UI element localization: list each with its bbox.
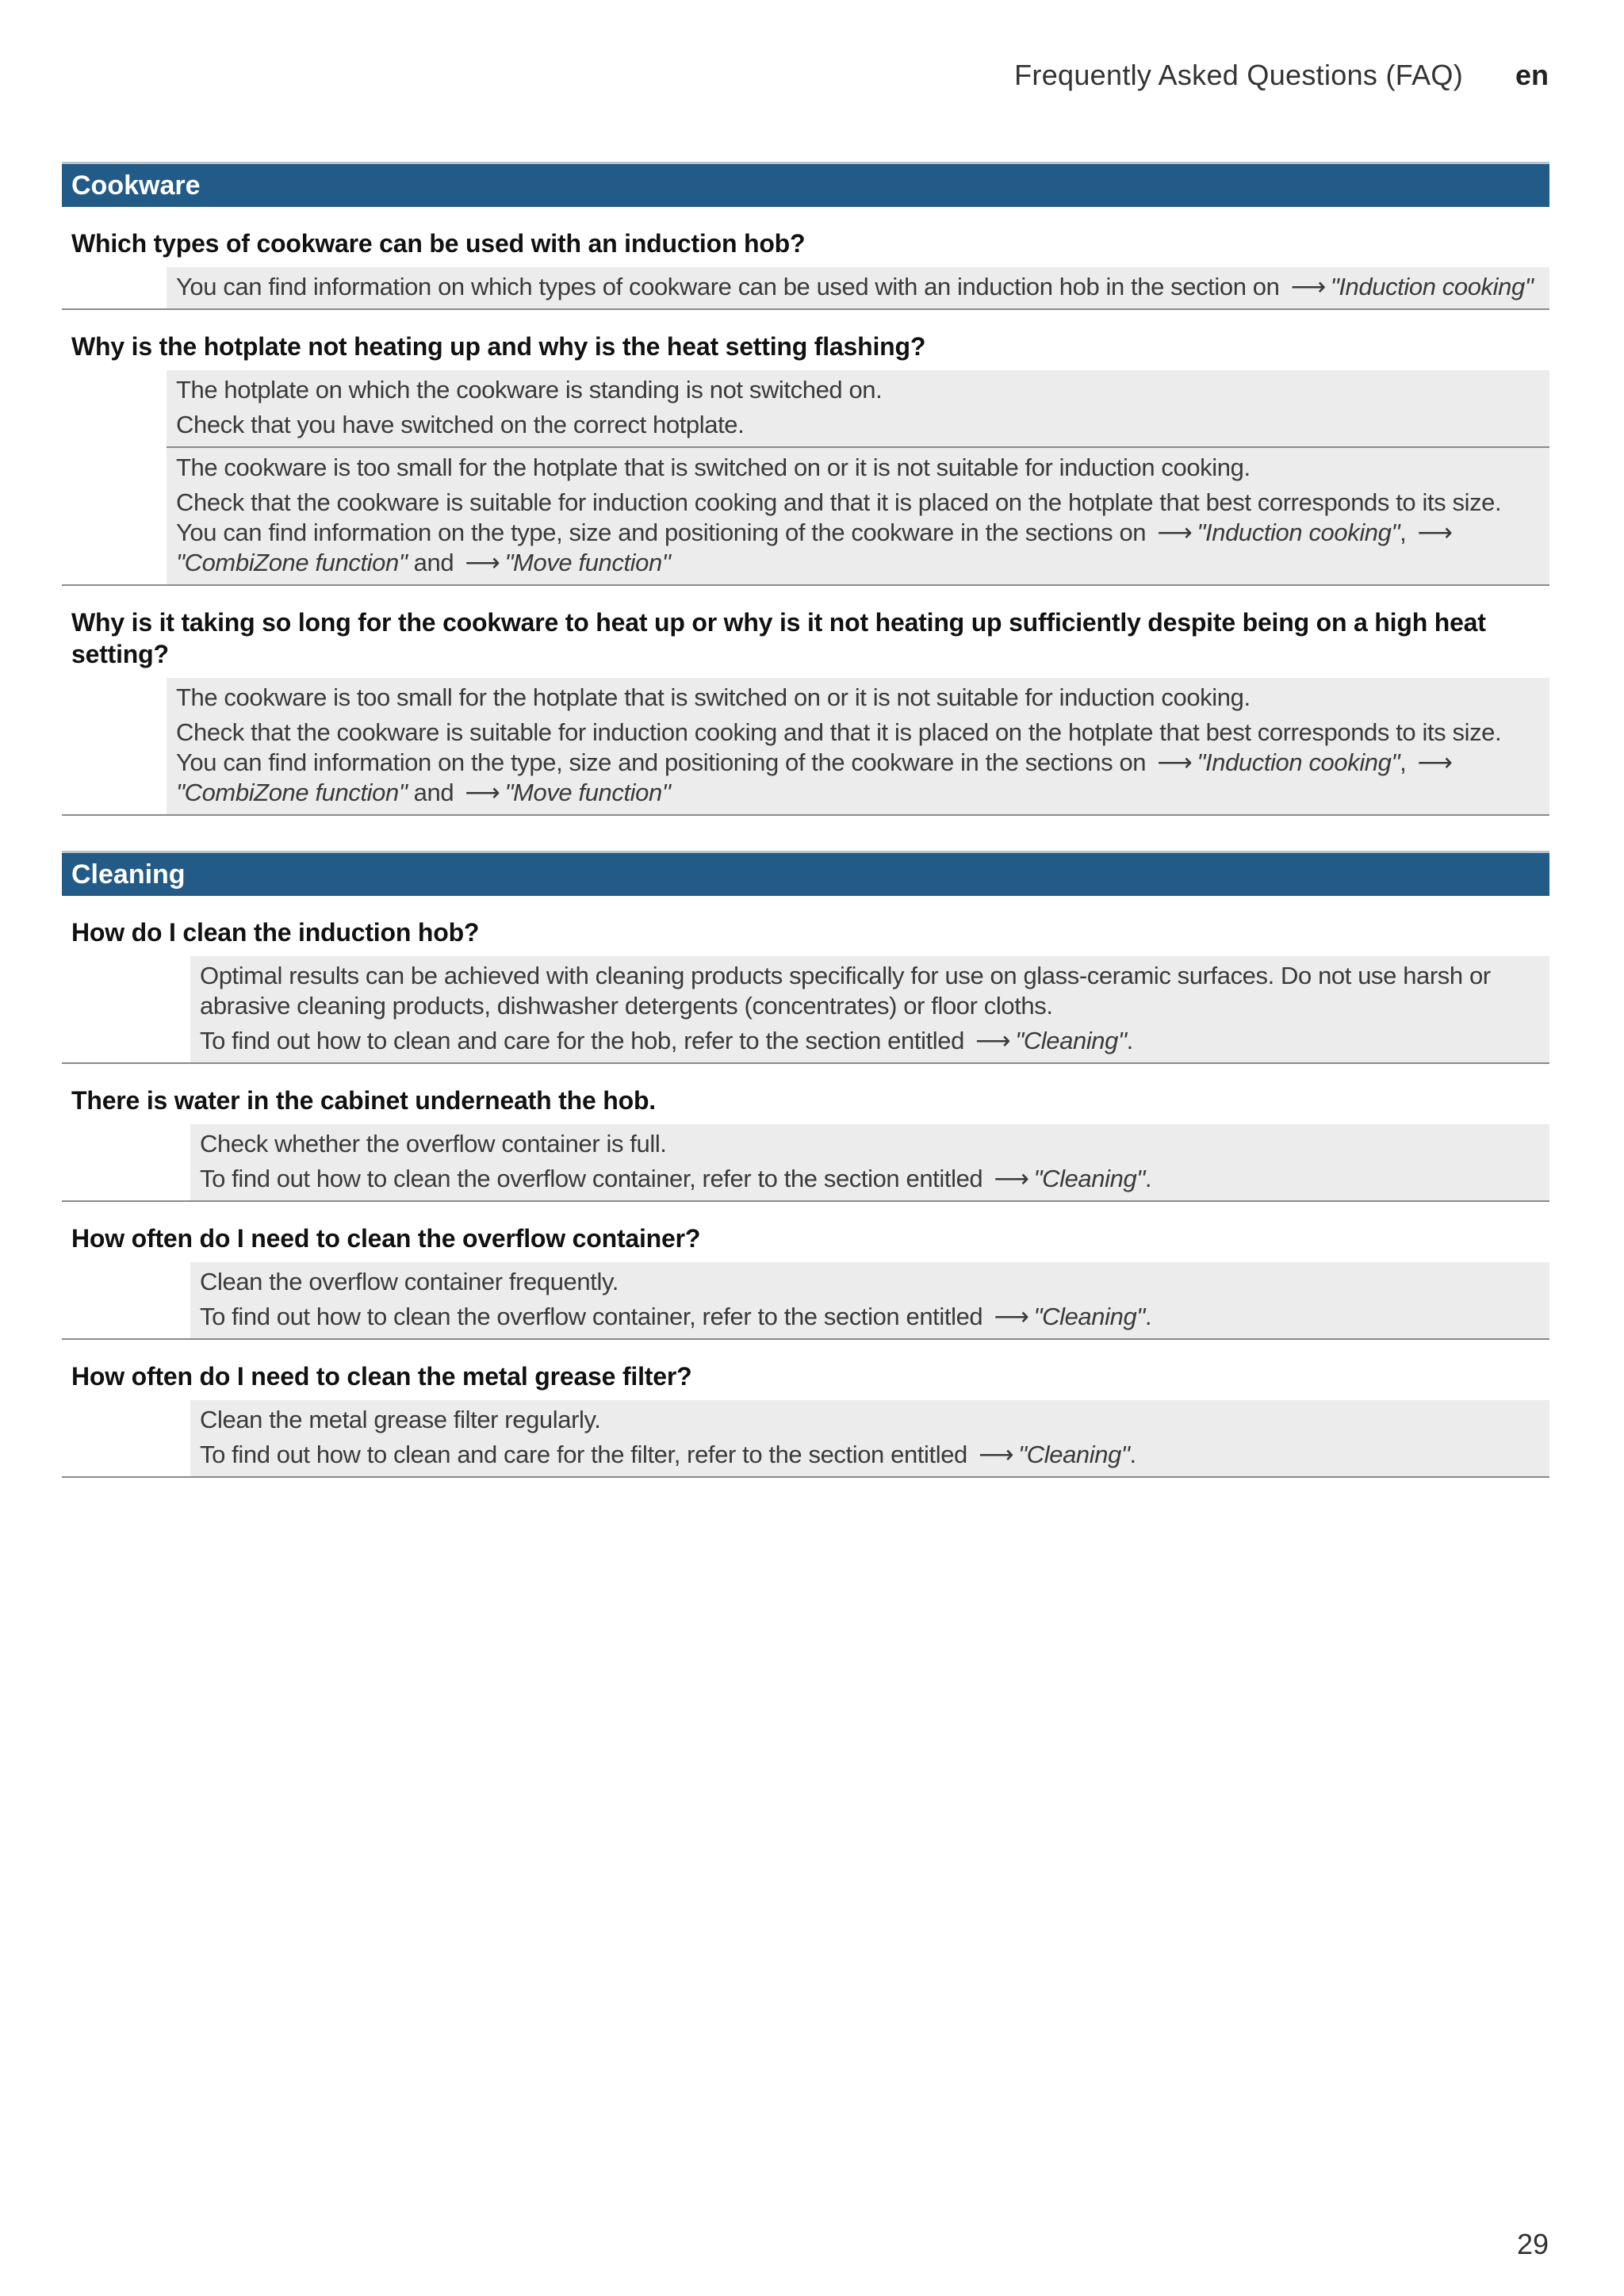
cross-reference-link[interactable]: "Induction cooking" [1330, 273, 1534, 300]
answer-paragraph: Clean the overflow container frequently. [200, 1268, 619, 1295]
section-cleaning [62, 851, 1549, 1478]
separator-text: . [1144, 1165, 1152, 1192]
answer-text: Check that the cookware is suitable for induction cooking and that it is placed on the hotplate that best corresponds to its size. You can find information on the type, size and positioning of the cookware in the sections on [176, 718, 1502, 776]
answer-paragraph [176, 488, 1540, 578]
faq-answers [62, 370, 1549, 586]
faq-answer [190, 1400, 1549, 1476]
separator-text: and [413, 779, 454, 806]
faq-question: How often do I need to clean the overflow container? [71, 1224, 701, 1253]
cross-reference-link[interactable]: "Cleaning" [1033, 1165, 1145, 1192]
language-code: en [1515, 59, 1549, 91]
arrow-right-icon: ⟶ [1157, 748, 1193, 776]
answer-text: To find out how to clean the overflow container, refer to the section entitled [200, 1165, 983, 1192]
faq-question: How often do I need to clean the metal grease filter? [71, 1362, 692, 1391]
faq-answers [62, 956, 1549, 1064]
cross-reference-link[interactable]: "CombiZone function" [176, 779, 408, 806]
answer-text: You can find information on which types of cookware can be used with an induction hob in the section on [176, 273, 1280, 300]
section-cookware [62, 162, 1549, 816]
separator-text: . [1126, 1027, 1133, 1054]
answer-paragraph [200, 1164, 1540, 1194]
cross-reference-link[interactable]: "Cleaning" [1033, 1303, 1145, 1330]
answer-paragraph: Optimal results can be achieved with cleaning products specifically for use on glass-ceramic surfaces. Do not use harsh or abrasive cleaning products, dishwasher detergents (concentrates) or floor cloths. [200, 962, 1491, 1020]
answer-paragraph [176, 718, 1540, 808]
section-title: Cleaning [62, 851, 1549, 896]
arrow-right-icon: ⟶ [1417, 519, 1453, 546]
faq-answers [62, 267, 1549, 310]
faq-question: Why is it taking so long for the cookware to heat up or why is it not heating up sufficiently despite being on a high heat setting? [71, 608, 1486, 668]
faq-answer [167, 678, 1549, 814]
faq-item [62, 1340, 1549, 1478]
answer-paragraph: Check whether the overflow container is full. [200, 1130, 667, 1158]
answer-paragraph: The cookware is too small for the hotplate that is switched on or it is not suitable for induction cooking. [176, 453, 1251, 481]
cross-reference-link[interactable]: "Move function" [504, 779, 671, 806]
cross-reference-link[interactable]: "Cleaning" [1018, 1441, 1130, 1468]
arrow-right-icon: ⟶ [994, 1165, 1029, 1192]
faq-answers [62, 1262, 1549, 1340]
arrow-right-icon: ⟶ [1157, 519, 1193, 546]
faq-item [62, 207, 1549, 310]
arrow-right-icon: ⟶ [1417, 748, 1453, 776]
cross-reference-link[interactable]: "Induction cooking" [1197, 519, 1400, 546]
answer-text: To find out how to clean the overflow container, refer to the section entitled [200, 1303, 983, 1330]
page-number: 29 [1516, 2228, 1549, 2260]
separator-text: , [1400, 748, 1407, 776]
cross-reference-link[interactable]: "Move function" [504, 549, 671, 576]
answer-text: To find out how to clean and care for the filter, refer to the section entitled [200, 1441, 967, 1468]
faq-question: Which types of cookware can be used with an induction hob? [71, 229, 806, 258]
faq-question: There is water in the cabinet underneath the hob. [71, 1086, 656, 1115]
faq-answer [167, 446, 1549, 584]
faq-question: How do I clean the induction hob? [71, 918, 480, 947]
faq-answer [167, 267, 1549, 308]
separator-text: . [1129, 1441, 1136, 1468]
answer-paragraph: Check that you have switched on the correct hotplate. [176, 411, 745, 438]
answer-paragraph [176, 272, 1540, 302]
separator-text: , [1400, 519, 1407, 546]
separator-text: and [413, 549, 454, 576]
section-title: Cookware [62, 162, 1549, 207]
faq-answers [62, 1124, 1549, 1202]
answer-text: Check that the cookware is suitable for induction cooking and that it is placed on the hotplate that best corresponds to its size. You can find information on the type, size and positioning of the cookware in the sections on [176, 488, 1502, 546]
cross-reference-link[interactable]: "Cleaning" [1015, 1027, 1127, 1054]
faq-answer [167, 370, 1549, 446]
faq-content [62, 162, 1549, 1513]
faq-question: Why is the hotplate not heating up and why is the heat setting flashing? [71, 332, 926, 361]
cross-reference-link[interactable]: "Induction cooking" [1197, 748, 1400, 776]
answer-paragraph [200, 1302, 1540, 1332]
arrow-right-icon: ⟶ [979, 1441, 1014, 1468]
faq-item [62, 1064, 1549, 1202]
answer-paragraph [200, 1440, 1540, 1470]
faq-item [62, 586, 1549, 816]
arrow-right-icon: ⟶ [994, 1303, 1029, 1330]
arrow-right-icon: ⟶ [465, 779, 500, 806]
answer-paragraph: The cookware is too small for the hotplate that is switched on or it is not suitable for induction cooking. [176, 683, 1251, 711]
faq-answer [190, 1262, 1549, 1338]
answer-paragraph: The hotplate on which the cookware is standing is not switched on. [176, 376, 883, 404]
page-header-title: Frequently Asked Questions (FAQ) [1014, 59, 1463, 91]
faq-answer [190, 956, 1549, 1062]
cross-reference-link[interactable]: "CombiZone function" [176, 549, 408, 576]
faq-item [62, 1202, 1549, 1340]
answer-paragraph [200, 1026, 1540, 1056]
faq-answers [62, 678, 1549, 816]
answer-paragraph: Clean the metal grease filter regularly. [200, 1406, 601, 1433]
arrow-right-icon: ⟶ [465, 549, 500, 576]
arrow-right-icon: ⟶ [1290, 273, 1326, 300]
faq-answer [190, 1124, 1549, 1200]
faq-item [62, 310, 1549, 586]
page-header [1014, 59, 1549, 92]
arrow-right-icon: ⟶ [975, 1027, 1011, 1054]
separator-text: . [1144, 1303, 1152, 1330]
answer-text: To find out how to clean and care for the hob, refer to the section entitled [200, 1027, 964, 1054]
faq-item [62, 896, 1549, 1064]
faq-answers [62, 1400, 1549, 1478]
